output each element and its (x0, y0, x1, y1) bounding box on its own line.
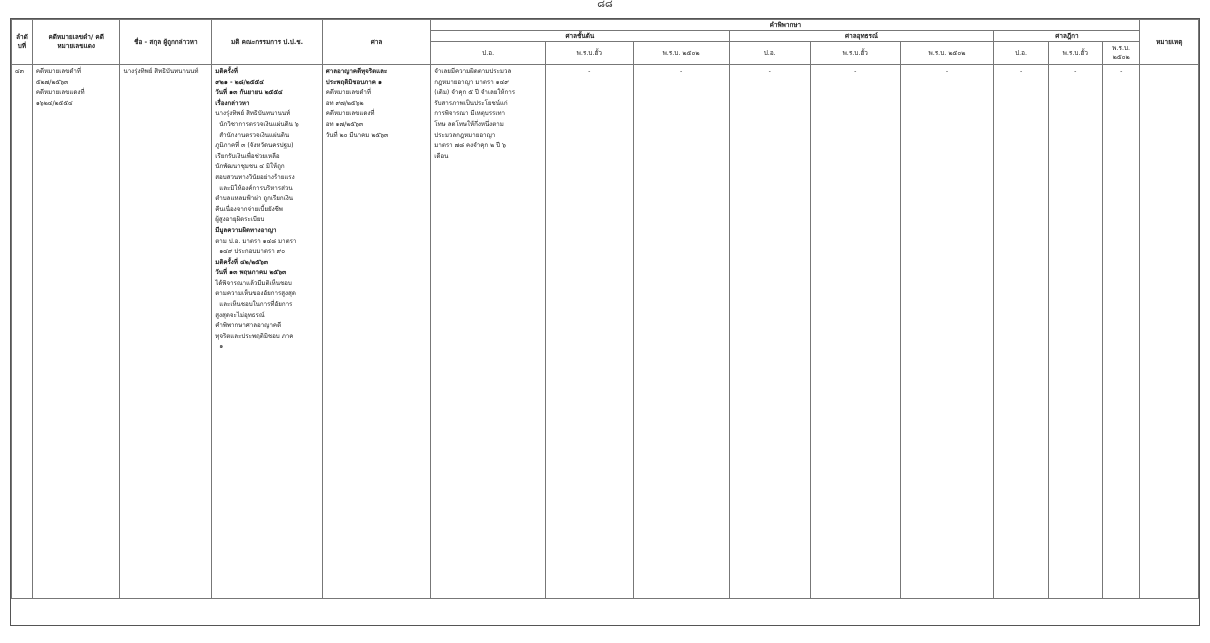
resolution-decision-line: ตามความเห็นของอัยการสูงสุด (215, 290, 296, 298)
resolution-subject-line: คืนเนื่องจากจ่ายเบี้ยยังชีพ (215, 205, 283, 213)
resolution-decision-line: ๑ (219, 343, 224, 351)
cell-appeal-act-2502: - (900, 65, 994, 599)
header-no: ลำดับที่ (12, 20, 33, 65)
header-court-supreme: ศาลฎีกา (994, 31, 1140, 42)
resolution-meeting1-date: วันที่ ๑๓ กันยายน ๒๕๕๔ (215, 89, 283, 97)
case-table (11, 19, 1199, 599)
resolution-subject-line: นักวิชาการตรวจเงินแผ่นดิน ๖ (219, 120, 299, 128)
resolution-offense-title: มีมูลความผิดทางอาญา (215, 226, 277, 234)
resolution-decision-line: ได้พิจารณาแล้วมีมติเห็นชอบ (215, 279, 292, 287)
cell-first-act-amended: - (545, 65, 633, 599)
case-table-frame (10, 18, 1200, 626)
cell-supreme-act-amended: - (1048, 65, 1102, 599)
cell-first-code (431, 65, 546, 599)
resolution-subject-line: ภูมิภาคที่ ๓ (จังหวัดนครปฐม) (215, 142, 294, 150)
verdict-line: โทษ ลดโทษให้กึ่งหนึ่งตาม (434, 120, 504, 128)
resolution-decision-line: สูงสุดจะไม่อุทธรณ์ (215, 311, 265, 319)
cell-remarks (1140, 65, 1199, 599)
header-appeal-code: ป.อ. (729, 42, 810, 65)
cell-appeal-act-amended: - (810, 65, 900, 599)
cell-case-numbers (32, 65, 120, 599)
cell-resolution (212, 65, 323, 599)
resolution-decision-line: ทุจริตและประพฤติมิชอบ ภาค (215, 332, 294, 340)
resolution-subject-title: เรื่องกล่าวหา (215, 99, 250, 107)
cell-court (322, 65, 430, 599)
page-number: ๘๘ (597, 0, 613, 10)
resolution-subject-line: สอบสวนทางวินัยอย่างร้ายแรง (215, 173, 295, 181)
verdict-line: ประมวลกฎหมายอาญา (434, 131, 496, 139)
cell-no: ๔๓ (12, 65, 33, 599)
verdict-line: การพิจารณา มีเหตุบรรเทา (434, 110, 506, 118)
table-row (12, 65, 1199, 599)
header-appeal-act-2502: พ.ร.บ. ๒๕๐๒ (900, 42, 994, 65)
resolution-meeting2-date: วันที่ ๑๓ พฤษภาคม ๒๕๖๓ (215, 269, 287, 277)
verdict-line: (เดิม) จำคุก ๕ ปี จำเลยให้การ (434, 89, 516, 97)
resolution-meeting1-no: ๙๒๑ - ๒๘/๒๕๕๔ (215, 78, 264, 86)
court-detail-line: อท ๑๗/๒๕๖๓ (325, 120, 364, 128)
verdict-line: เดือน (434, 152, 449, 160)
header-court: ศาล (322, 20, 430, 65)
cell-supreme-code: - (994, 65, 1048, 599)
resolution-offense-line: ตาม ป.อ. มาตรา ๑๔๘ มาตรา (215, 237, 297, 245)
header-court-first: ศาลชั้นต้น (431, 31, 729, 42)
case-number-line: ๑๖๒๔/๒๕๕๔ (35, 99, 73, 107)
resolution-decision-line: และเห็นชอบในการที่อัยการ (219, 301, 293, 309)
case-number-line: คดีหมายเลขแดงที่ (35, 89, 85, 97)
resolution-subject-line: เรียกรับเงินเพื่อช่วยเหลือ (215, 152, 280, 160)
header-first-act-2502: พ.ร.บ. ๒๕๐๒ (633, 42, 729, 65)
case-number-line: คดีหมายเลขดำที่ (35, 68, 81, 75)
resolution-meeting2-title: มติครั้งที่ ๔๒/๒๕๖๓ (215, 258, 269, 266)
case-number-line: ๕๒๗/๒๕๖๓ (35, 78, 69, 86)
header-remarks: หมายเหตุ (1140, 20, 1199, 65)
resolution-subject-line: นางรุ่งทิพย์ สิทธิบันทนานนท์ (215, 110, 291, 118)
header-verdict: คำพิพากษา (431, 20, 1140, 31)
verdict-line: มาตรา ๗๘ คงจำคุก ๒ ปี ๖ (434, 142, 506, 150)
cell-name: นางรุ่งทิพย์ สิทธิบันทนานนท์ (120, 65, 212, 599)
header-case-numbers: คดีหมายเลขดำ/ คดีหมายเลขแดง (32, 20, 120, 65)
verdict-line: รับสารภาพเป็นประโยชน์แก่ (434, 99, 508, 107)
header-appeal-act-amended: พ.ร.บ.ฮั้ว (810, 42, 900, 65)
resolution-offense-line: ๑๔๙ ประกอบมาตรา ๙๐ (219, 248, 285, 256)
resolution-subject-line: นักพัฒนาชุมชน ๔ มิให้ถูก (215, 163, 285, 171)
court-name-line: ศาลอาญาคดีทุจริตและ (325, 68, 388, 75)
resolution-subject-line: ตำบลแหลมฟ้าผ่า ถูกเรียกเงิน (215, 195, 293, 203)
header-resolution: มติ คณะกรรมการ ป.ป.ช. (212, 20, 323, 65)
resolution-subject-line: ผู้สูงอายุผิดระเบียบ (215, 216, 265, 224)
cell-supreme-act-2502: - (1102, 65, 1140, 599)
header-name: ชื่อ - สกุล ผู้ถูกกล่าวหา (120, 20, 212, 65)
court-name-line: ประพฤติมิชอบภาค ๑ (325, 78, 382, 86)
verdict-line: จำเลยมีความผิดตามประมวล (434, 68, 512, 75)
header-first-code: ป.อ. (431, 42, 546, 65)
court-detail-line: วันที่ ๒๐ มีนาคม ๒๕๖๓ (325, 131, 389, 139)
verdict-line: กฎหมายอาญา มาตรา ๑๔๙ (434, 78, 509, 86)
court-detail-line: คดีหมายเลขแดงที่ (325, 110, 375, 118)
resolution-subject-line: และมิให้องค์การบริหารส่วน (219, 184, 293, 192)
header-supreme-act-amended: พ.ร.บ.ฮั้ว (1048, 42, 1102, 65)
cell-first-act-2502: - (633, 65, 729, 599)
court-detail-line: คดีหมายเลขดำที่ (325, 89, 371, 97)
cell-appeal-code: - (729, 65, 810, 599)
resolution-meeting1-title: มติครั้งที่ (215, 68, 238, 75)
header-court-appeal: ศาลอุทธรณ์ (729, 31, 994, 42)
resolution-decision-line: คำพิพากษาศาลอาญาคดี (215, 322, 282, 330)
resolution-subject-line: สำนักงานตรวจเงินแผ่นดิน (219, 131, 290, 139)
court-detail-line: อท ๙๗/๒๕๖๒ (325, 99, 364, 107)
header-supreme-act-2502: พ.ร.บ. ๒๕๐๒ (1102, 42, 1140, 65)
header-first-act-amended: พ.ร.บ.ฮั้ว (545, 42, 633, 65)
header-supreme-code: ป.อ. (994, 42, 1048, 65)
